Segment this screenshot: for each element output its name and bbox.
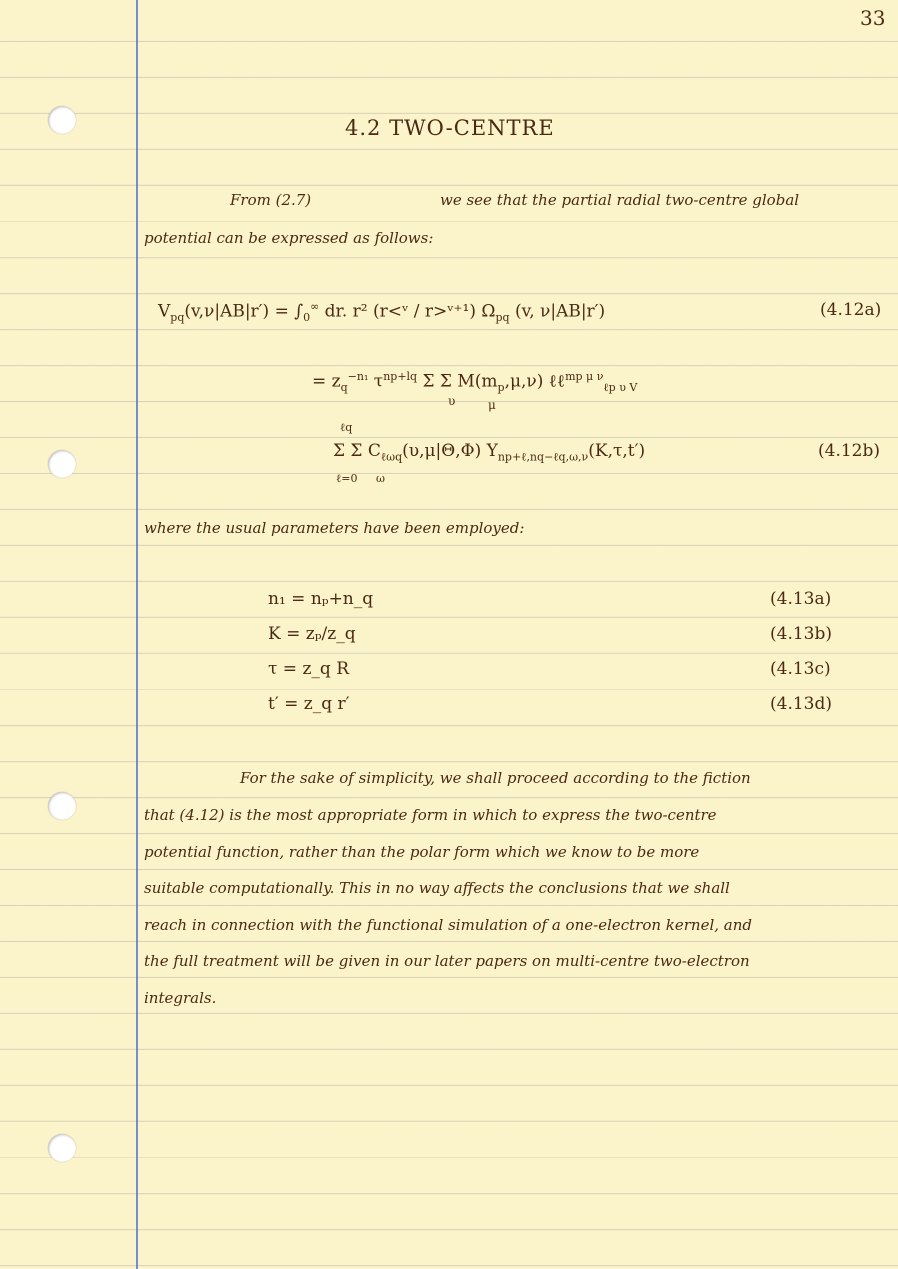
equation-4-12b-line2: Σ Σ $C_{\ell\omega q}(\upsilon,\mu|\Theta,\Phi)$ $Y_{np+\ell,nq-\ell q,\omega,\nu}(K,\tau,t')$ — [333, 441, 646, 464]
paragraph-line: integrals. — [144, 989, 217, 1007]
param-expr: n₁ = nₚ+n_q — [268, 589, 374, 609]
punch-hole — [48, 792, 76, 820]
intro-line-1a: From (2.7) — [230, 191, 312, 209]
sum-index-mu: μ — [488, 398, 496, 412]
paragraph-line: the full treatment will be given in our later papers on multi-centre two-electron — [144, 952, 750, 970]
equation-label-4-12a: (4.12a) — [820, 300, 882, 320]
sum-index-upsilon: υ — [448, 394, 456, 408]
sum-upper-lq: ℓq — [340, 421, 353, 434]
equation-4-12a: $V_{pq}(v,\nu|AB|r') = \int_0^\infty$ dr. r² (r<ᵛ / r>ᵛ⁺¹) $\Omega_{pq}$ (v, ν|AB|r′) — [158, 300, 606, 325]
param-expr: K = zₚ/z_q — [268, 624, 356, 644]
paragraph-line: potential function, rather than the polar form which we know to be more — [144, 843, 700, 861]
equation-label-4-12b: (4.12b) — [818, 441, 880, 461]
paragraph-line: that (4.12) is the most appropriate form in which to express the two-centre — [144, 806, 717, 824]
paragraph-line: suitable computationally. This in no way affects the conclusions that we shall — [144, 879, 730, 897]
paragraph-line: reach in connection with the functional simulation of a one-electron kernel, and — [144, 916, 753, 934]
param-expr: τ = z_q R — [268, 659, 349, 679]
sum-lower-l0: ℓ=0 — [336, 472, 358, 485]
page-number: 33 — [860, 6, 886, 30]
param-expr: t′ = z_q r′ — [268, 694, 350, 714]
punch-hole — [48, 1134, 76, 1162]
intro-line-2: potential can be expressed as follows: — [144, 229, 434, 247]
punch-hole — [48, 106, 76, 134]
intro-line-1b: we see that the partial radial two-centre global — [440, 191, 800, 209]
param-label: (4.13a) — [770, 589, 832, 609]
sum-lower-omega: ω — [376, 472, 385, 485]
punch-hole — [48, 450, 76, 478]
paragraph-line: For the sake of simplicity, we shall proceed according to the fiction — [240, 769, 751, 787]
param-label: (4.13b) — [770, 624, 832, 644]
where-line: where the usual parameters have been employed: — [144, 519, 525, 537]
section-title: 4.2 TWO-CENTRE — [345, 116, 555, 140]
param-label: (4.13d) — [770, 694, 832, 714]
margin-line — [136, 0, 138, 1269]
equation-4-12b-line1: = $z_q^{-n_1}$ $\tau^{np+lq}$ Σ Σ $M(m_p,\mu,\nu)$ ℓℓ$^{mp \mu \nu}_{\ell p \upsilon V}$ — [312, 370, 638, 395]
param-label: (4.13c) — [770, 659, 831, 679]
